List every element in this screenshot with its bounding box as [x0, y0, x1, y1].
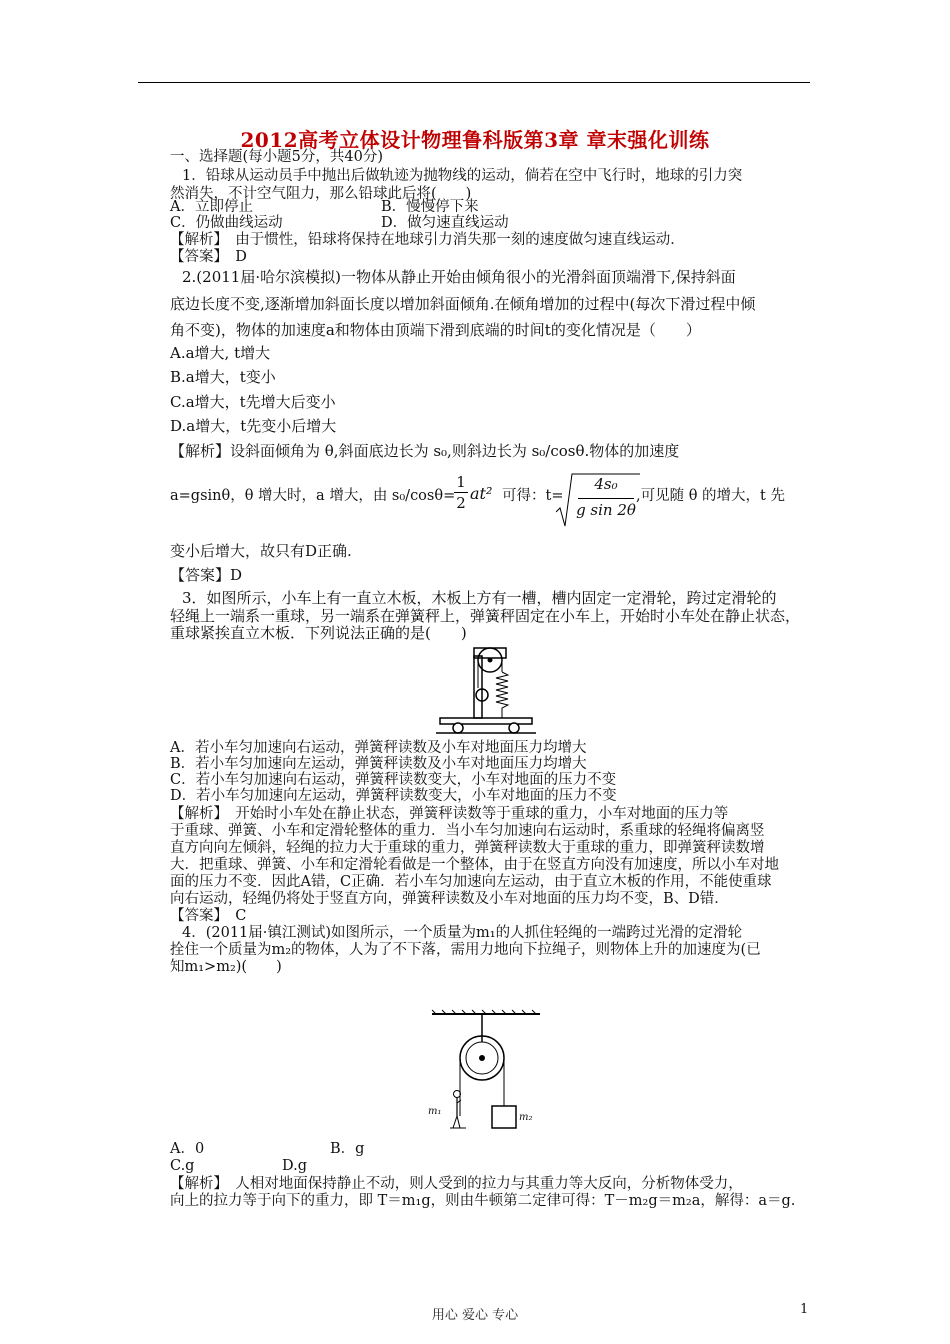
q2-fraction-numerator: 1: [456, 473, 466, 491]
q4-analysis-2: 向上的拉力等于向下的重力，即 T＝m₁g，则由牛顿第二定律可得：T－m₂g＝m₂a，解得：a＝g.: [170, 1193, 796, 1209]
q3-analysis-5: 面的压力不变．因此A错，C正确．若小车匀加速向左运动，由于直立木板的作用，不能使重球: [170, 874, 772, 890]
q1-option-c: C．仍做曲线运动: [170, 215, 283, 231]
q1-option-d: D．做匀速直线运动: [381, 215, 509, 231]
q2-sqrt-numerator: 4s₀: [594, 475, 618, 493]
q2-fraction: [454, 472, 468, 513]
page-title: 2012高考立体设计物理鲁科版第3章 章末强化训练: [240, 128, 710, 152]
q2-analysis-2a: a=gsinθ，θ 增大时，a 增大，由 s₀/cosθ=: [170, 488, 456, 504]
q2-analysis-3: 变小后增大，故只有D正确.: [170, 542, 352, 560]
q4-option-a: A．0: [170, 1141, 205, 1157]
q2-line-1: 2.(2011届·哈尔滨模拟)一物体从静止开始由倾角很小的光滑斜面顶端滑下,保持斜面: [182, 268, 736, 286]
q2-analysis-2c: ,可见随 θ 的增大，t 先: [636, 488, 785, 504]
q3-line-1: 3．如图所示，小车上有一直立木板，木板上方有一槽，槽内固定一定滑轮，跨过定滑轮的: [182, 589, 777, 607]
q4-option-c: C.g: [170, 1158, 195, 1174]
page-number: 1: [800, 1302, 809, 1317]
q2-analysis-2b: 可得：t=: [502, 488, 564, 504]
q3-line-3: 重球紧挨直立木板．下列说法正确的是( ): [170, 624, 467, 642]
q3-option-b: B．若小车匀加速向左运动，弹簧秤读数及小车对地面压力均增大: [170, 756, 587, 772]
q2-option-b: B.a增大，t变小: [170, 368, 276, 386]
q4-line-2: 拴住一个质量为m₂的物体，人为了不下落，需用力地向下拉绳子，则物体上升的加速度为(已: [170, 942, 761, 958]
q3-analysis-2: 于重球、弹簧、小车和定滑轮整体的重力．当小车匀加速向右运动时，系重球的轻绳将偏离竖: [170, 823, 765, 839]
page-footer: 用心 爱心 专心: [431, 1308, 519, 1323]
figure-label-m1: m₁: [428, 1106, 442, 1117]
pulley-person-figure: [426, 1008, 546, 1138]
q2-option-d: D.a增大，t先变小后增大: [170, 417, 337, 435]
q3-option-a: A．若小车匀加速向右运动，弹簧秤读数及小车对地面压力均增大: [170, 740, 587, 756]
q1-option-b: B．慢慢停下来: [381, 199, 479, 215]
q2-answer: 【答案】D: [170, 566, 243, 584]
q4-option-b: B．g: [330, 1141, 365, 1157]
header-rule: [138, 82, 810, 83]
q1-line-2: 然消失，不计空气阻力，那么铅球此后将( ): [170, 186, 472, 202]
q4-line-3: 知m₁>m₂)( ): [170, 959, 282, 975]
cart-pulley-figure: [436, 642, 536, 734]
q2-option-c: C.a增大，t先增大后变小: [170, 393, 336, 411]
q3-analysis-1: 【解析】 开始时小车处在静止状态，弹簧秤读数等于重球的重力，小车对地面的压力等: [170, 806, 729, 822]
q2-option-a: A.a增大, t增大: [170, 344, 271, 362]
q2-sqrt-denominator: g sin 2θ: [576, 501, 636, 519]
q2-analysis-1: 【解析】设斜面倾角为 θ,斜面底边长为 s₀,则斜边长为 s₀/cosθ.物体的加速度: [170, 442, 680, 460]
q1-line-1: 1．铅球从运动员手中抛出后做轨迹为抛物线的运动，倘若在空中飞行时，地球的引力突: [182, 168, 743, 184]
q1-option-a: A．立即停止: [170, 199, 253, 215]
q1-analysis: 【解析】 由于惯性，铅球将保持在地球引力消失那一刻的速度做匀速直线运动．: [170, 232, 685, 248]
q3-option-c: C．若小车匀加速向右运动，弹簧秤读数变大，小车对地面的压力不变: [170, 772, 617, 788]
q3-analysis-6: 向右运动，轻绳仍将处于竖直方向，弹簧秤读数及小车对地面的压力均不变，B、D错．: [170, 891, 729, 907]
q4-option-d: D.g: [282, 1158, 307, 1174]
q4-line-1: 4．(2011届·镇江测试)如图所示，一个质量为m₁的人抓住轻绳的一端跨过光滑的定滑轮: [182, 925, 743, 941]
q2-line-2: 底边长度不变,逐渐增加斜面长度以增加斜面倾角.在倾角增加的过程中(每次下滑过程中倾: [170, 295, 756, 313]
q2-formula-row: [170, 470, 820, 530]
q3-line-2: 轻绳上一端系一重球，另一端系在弹簧秤上，弹簧秤固定在小车上，开始时小车处在静止状态，: [170, 607, 801, 625]
figure-label-m2: m₂: [519, 1112, 533, 1123]
q2-sqrt: [556, 470, 640, 530]
q3-analysis-3: 直方向向左倾斜，轻绳的拉力大于重球的重力，弹簧秤读数大于重球的重力，即弹簧秤读数增: [170, 840, 765, 856]
q3-answer: 【答案】 C: [170, 908, 247, 924]
section-heading: 一、选择题(每小题5分，共40分): [170, 149, 383, 165]
q2-line-3: 角不变)，物体的加速度a和物体由顶端下滑到底端的时间t的变化情况是（ ）: [170, 321, 701, 339]
q4-analysis-1: 【解析】 人相对地面保持静止不动，则人受到的拉力与其重力等大反向，分析物体受力，: [170, 1176, 743, 1192]
q3-option-d: D．若小车匀加速向左运动，弹簧秤读数变大，小车对地面的压力不变: [170, 788, 617, 804]
q3-analysis-4: 大．把重球、弹簧、小车和定滑轮看做是一个整体，由于在竖直方向没有加速度，所以小车对地: [170, 857, 779, 873]
q1-answer: 【答案】 D: [170, 249, 247, 265]
q2-fraction-denominator: 2: [456, 494, 466, 512]
q2-at-squared: at²: [470, 484, 493, 503]
